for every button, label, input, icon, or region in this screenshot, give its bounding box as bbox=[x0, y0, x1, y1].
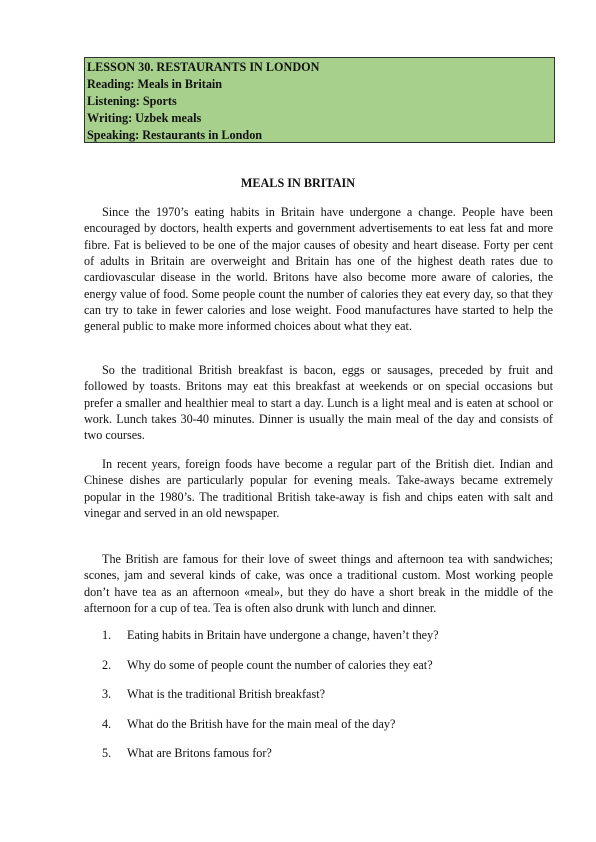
article-paragraph: So the traditional British breakfast is bacon, eggs or sausages, preceded by fruit and followed by toasts. Britons may eat this breakfast at weekends or on special occasions but prefer a smaller and healthier meal to start a day. Lunch is a light meal and is eaten at school or work. Lunch takes 30-40 minutes. Dinner is usually the main meal of the day and consists of two courses. bbox=[84, 363, 553, 443]
lesson-speaking: Speaking: Restaurants in London bbox=[87, 128, 263, 142]
question-item bbox=[102, 658, 542, 688]
lesson-title: LESSON 30. RESTAURANTS IN LONDON bbox=[87, 60, 320, 74]
article-paragraph: Since the 1970’s eating habits in Britain have undergone a change. People have been encouraged by doctors, health experts and government advertisements to eat less fat and more fibre. Fat is believed to be one of the major causes of obesity and heart disease. Forty per cent of adults in Britain are overweight and Britain has one of the highest death rates due to cardiovascular disease in the world. Britons have also become more aware of calories, the energy value of food. Some people count the number of calories they eat every day, so that they can try to take in fewer calories and lose weight. Food manufactures have started to help the general public to make more informed choices about what they eat. bbox=[84, 205, 553, 334]
lesson-reading: Reading: Meals in Britain bbox=[87, 77, 223, 91]
lesson-writing: Writing: Uzbek meals bbox=[87, 111, 202, 125]
article-paragraph: The British are famous for their love of sweet things and afternoon tea with sandwiches; scones, jam and several kinds of cake, was once a traditional custom. Most working people don’t have tea as an afternoon «meal», but they do have a short break in the middle of the afternoon for a cup of tea. Tea is often also drunk with lunch and dinner. bbox=[84, 552, 553, 616]
question-number: 3. bbox=[102, 687, 112, 701]
question-number: 5. bbox=[102, 746, 112, 760]
article-title: MEALS IN BRITAIN bbox=[240, 176, 356, 190]
question-item bbox=[102, 717, 542, 747]
question-number: 2. bbox=[102, 657, 112, 672]
question-number: 1. bbox=[102, 628, 112, 642]
question-list bbox=[102, 628, 542, 776]
question-text: What do the British have for the main meal of the day? bbox=[127, 716, 396, 731]
article-paragraph: In recent years, foreign foods have become a regular part of the British diet. Indian and Chinese dishes are particularly popular for evening meals. Take-aways became extremely popular in the 1980’s. The traditional British take-away is fish and chips eaten with salt and vinegar and served in an old newspaper. bbox=[84, 457, 553, 521]
question-item bbox=[102, 687, 542, 717]
lesson-listening: Listening: Sports bbox=[87, 94, 177, 108]
question-text: What is the traditional British breakfast? bbox=[127, 687, 325, 701]
question-item bbox=[102, 628, 542, 658]
question-text: Eating habits in Britain have undergone a change, haven’t they? bbox=[127, 628, 439, 642]
lesson-header-box bbox=[84, 57, 555, 143]
question-number: 4. bbox=[102, 716, 112, 731]
question-item bbox=[102, 746, 542, 776]
question-text: What are Britons famous for? bbox=[127, 746, 272, 760]
question-text: Why do some of people count the number of calories they eat? bbox=[127, 657, 433, 672]
